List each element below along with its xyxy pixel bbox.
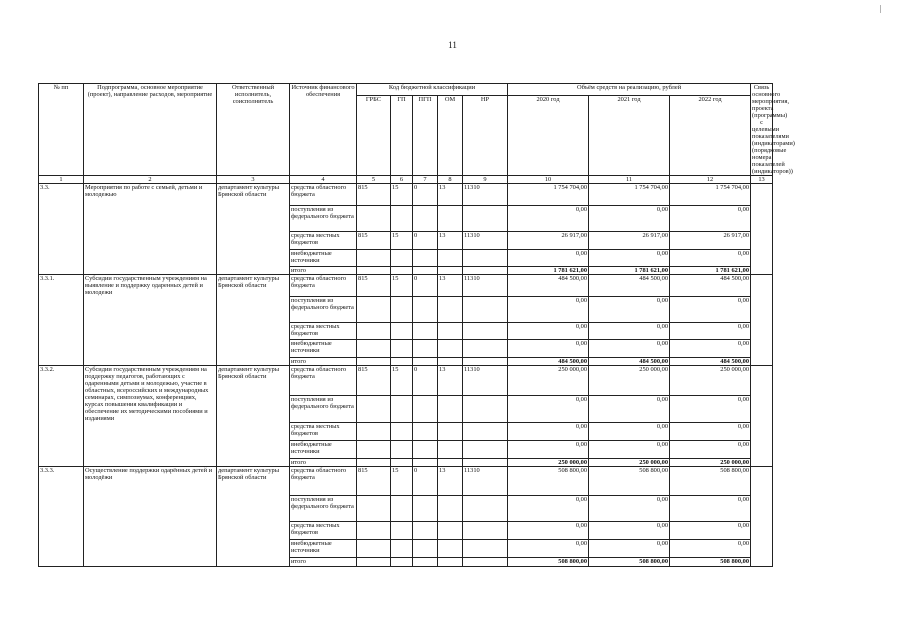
amount-2020: 0,00 [508,496,589,522]
budget-table [38,83,795,567]
item-responsible: департамент культуры Брянской области [217,184,290,275]
grbs-cell: 815 [357,232,391,250]
amount-2022: 0,00 [670,297,751,323]
amount-2022: 508 800,00 [670,558,751,567]
om-cell [438,540,463,558]
table-row [39,184,773,206]
gp-cell [391,267,413,275]
header-2021: 2021 год [589,96,670,176]
table-body [39,184,773,567]
om-cell: 13 [438,232,463,250]
amount-2021: 484 500,00 [589,275,670,297]
col-number: 4 [290,176,357,184]
amount-2020: 508 800,00 [508,558,589,567]
source-cell: внебюджетные источники [290,540,357,558]
item-responsible: департамент культуры Брянской области [217,467,290,567]
source-cell: внебюджетные источники [290,250,357,267]
header-program: Подпрограмма, основное мероприятие (проект), направление расходов, мероприятие [84,84,217,176]
pgp-cell [413,522,438,540]
column-number-row [39,176,773,184]
grbs-cell: 815 [357,467,391,496]
header-2020: 2020 год [508,96,589,176]
col-number: 3 [217,176,290,184]
om-cell [438,441,463,459]
pgp-cell: 0 [413,467,438,496]
nr-cell [463,441,508,459]
nr-cell: 11310 [463,275,508,297]
amount-2020: 26 917,00 [508,232,589,250]
source-cell: внебюджетные источники [290,441,357,459]
amount-2020: 0,00 [508,396,589,423]
grbs-cell [357,340,391,358]
pgp-cell [413,441,438,459]
grbs-cell [357,496,391,522]
om-cell [438,558,463,567]
gp-cell: 15 [391,275,413,297]
amount-2021: 0,00 [589,297,670,323]
source-cell: поступления из федерального бюджета [290,396,357,423]
amount-2021: 0,00 [589,423,670,441]
gp-cell [391,459,413,467]
source-cell: средства местных бюджетов [290,423,357,441]
grbs-cell [357,297,391,323]
gp-cell [391,496,413,522]
link-cell [751,366,773,467]
source-cell: средства местных бюджетов [290,323,357,340]
item-number: 3.3.1. [39,275,84,366]
pgp-cell [413,358,438,366]
amount-2021: 0,00 [589,540,670,558]
gp-cell [391,396,413,423]
source-cell: итого [290,358,357,366]
amount-2021: 508 800,00 [589,467,670,496]
amount-2020: 508 800,00 [508,467,589,496]
amount-2020: 484 500,00 [508,358,589,366]
amount-2020: 0,00 [508,297,589,323]
amount-2021: 1 754 704,00 [589,184,670,206]
table-row [39,275,773,297]
header-responsible: Ответственный исполнитель, соисполнитель [217,84,290,176]
amount-2022: 250 000,00 [670,459,751,467]
col-number: 6 [391,176,413,184]
source-cell: итого [290,459,357,467]
col-number: 2 [84,176,217,184]
amount-2020: 484 500,00 [508,275,589,297]
gp-cell [391,206,413,232]
amount-2020: 0,00 [508,250,589,267]
item-number: 3.3.3. [39,467,84,567]
table-row [39,366,773,396]
amount-2020: 0,00 [508,340,589,358]
pgp-cell [413,496,438,522]
om-cell [438,267,463,275]
grbs-cell [357,522,391,540]
col-number: 13 [751,176,773,184]
amount-2022: 0,00 [670,396,751,423]
amount-2022: 1 781 621,00 [670,267,751,275]
item-number: 3.3.2. [39,366,84,467]
source-cell: средства областного бюджета [290,366,357,396]
grbs-cell: 815 [357,366,391,396]
amount-2022: 0,00 [670,522,751,540]
item-number: 3.3. [39,184,84,275]
grbs-cell [357,423,391,441]
col-number: 5 [357,176,391,184]
amount-2022: 508 800,00 [670,467,751,496]
amount-2021: 0,00 [589,396,670,423]
gp-cell: 15 [391,467,413,496]
amount-2020: 0,00 [508,522,589,540]
pgp-cell: 0 [413,366,438,396]
grbs-cell: 815 [357,184,391,206]
om-cell [438,459,463,467]
pgp-cell [413,396,438,423]
nr-cell [463,558,508,567]
om-cell: 13 [438,275,463,297]
nr-cell [463,423,508,441]
om-cell: 13 [438,184,463,206]
grbs-cell [357,441,391,459]
pgp-cell [413,423,438,441]
nr-cell [463,323,508,340]
grbs-cell [357,540,391,558]
gp-cell [391,250,413,267]
grbs-cell [357,250,391,267]
col-number: 12 [670,176,751,184]
item-name: Субсидии государственным учреждениям на выявление и поддержку одаренных детей и молодежи [84,275,217,366]
nr-cell [463,250,508,267]
nr-cell [463,396,508,423]
source-cell: поступления из федерального бюджета [290,297,357,323]
grbs-cell [357,323,391,340]
amount-2020: 0,00 [508,540,589,558]
amount-2020: 1 754 704,00 [508,184,589,206]
om-cell [438,250,463,267]
link-cell [751,467,773,567]
source-cell: средства областного бюджета [290,467,357,496]
amount-2021: 484 500,00 [589,358,670,366]
gp-cell [391,441,413,459]
item-name: Мероприятия по работе с семьей, детьми и молодежью [84,184,217,275]
amount-2021: 0,00 [589,522,670,540]
source-cell: внебюджетные источники [290,340,357,358]
source-cell: средства местных бюджетов [290,232,357,250]
om-cell [438,340,463,358]
om-cell: 13 [438,366,463,396]
pgp-cell [413,250,438,267]
om-cell [438,297,463,323]
amount-2021: 250 000,00 [589,459,670,467]
header-nr: НР [463,96,508,176]
nr-cell [463,206,508,232]
gp-cell [391,558,413,567]
nr-cell [463,267,508,275]
amount-2022: 0,00 [670,423,751,441]
amount-2021: 0,00 [589,496,670,522]
col-number: 10 [508,176,589,184]
source-cell: средства местных бюджетов [290,522,357,540]
col-number: 11 [589,176,670,184]
amount-2022: 0,00 [670,340,751,358]
gp-cell: 15 [391,232,413,250]
nr-cell: 11310 [463,184,508,206]
om-cell [438,206,463,232]
gp-cell [391,340,413,358]
om-cell [438,496,463,522]
om-cell [438,522,463,540]
header-source: Источник финансового обеспечения [290,84,357,176]
amount-2021: 0,00 [589,323,670,340]
nr-cell: 11310 [463,232,508,250]
gp-cell: 15 [391,366,413,396]
om-cell [438,358,463,366]
pgp-cell [413,459,438,467]
source-cell: итого [290,267,357,275]
om-cell: 13 [438,467,463,496]
amount-2021: 0,00 [589,340,670,358]
amount-2022: 0,00 [670,323,751,340]
amount-2022: 26 917,00 [670,232,751,250]
header-om: ОМ [438,96,463,176]
pgp-cell [413,267,438,275]
header-link: Связь основного мероприятия, проекта (программы) с целевыми показателями (индикаторами) (порядковые номера показателей (индикаторов)) [752,84,795,175]
amount-2022: 0,00 [670,250,751,267]
gp-cell: 15 [391,184,413,206]
grbs-cell [357,206,391,232]
header-2022: 2022 год [670,96,751,176]
amount-2022: 0,00 [670,496,751,522]
grbs-cell [357,358,391,366]
pgp-cell [413,340,438,358]
pgp-cell [413,297,438,323]
gp-cell [391,522,413,540]
om-cell [438,423,463,441]
nr-cell [463,522,508,540]
amount-2022: 484 500,00 [670,275,751,297]
link-cell [751,184,773,275]
pgp-cell: 0 [413,275,438,297]
header-pgp: ПГП [413,96,438,176]
col-number: 7 [413,176,438,184]
nr-cell [463,496,508,522]
pgp-cell [413,540,438,558]
amount-2020: 250 000,00 [508,459,589,467]
amount-2020: 0,00 [508,441,589,459]
item-responsible: департамент культуры Брянской области [217,275,290,366]
amount-2020: 0,00 [508,206,589,232]
amount-2020: 0,00 [508,423,589,441]
gp-cell [391,540,413,558]
amount-2022: 484 500,00 [670,358,751,366]
source-cell: поступления из федерального бюджета [290,496,357,522]
source-cell: средства областного бюджета [290,275,357,297]
grbs-cell: 815 [357,275,391,297]
amount-2020: 1 781 621,00 [508,267,589,275]
amount-2022: 0,00 [670,540,751,558]
link-cell [751,275,773,366]
pgp-cell: 0 [413,184,438,206]
amount-2021: 0,00 [589,441,670,459]
grbs-cell [357,558,391,567]
pgp-cell [413,323,438,340]
nr-cell [463,340,508,358]
source-cell: средства областного бюджета [290,184,357,206]
amount-2021: 0,00 [589,250,670,267]
header-volume: Объём средств на реализацию, рублей [508,84,751,96]
nr-cell: 11310 [463,366,508,396]
pgp-cell [413,206,438,232]
grbs-cell [357,396,391,423]
pgp-cell [413,558,438,567]
pgp-cell: 0 [413,232,438,250]
amount-2021: 508 800,00 [589,558,670,567]
source-cell: поступления из федерального бюджета [290,206,357,232]
col-number: 1 [39,176,84,184]
amount-2021: 26 917,00 [589,232,670,250]
nr-cell [463,358,508,366]
gp-cell [391,423,413,441]
nr-cell: 11310 [463,467,508,496]
amount-2022: 0,00 [670,441,751,459]
om-cell [438,323,463,340]
header-budget-code: Код бюджетной классификации [357,84,508,96]
amount-2022: 1 754 704,00 [670,184,751,206]
gp-cell [391,297,413,323]
source-cell: итого [290,558,357,567]
header-grbs: ГРБС [357,96,391,176]
col-number: 8 [438,176,463,184]
amount-2022: 0,00 [670,206,751,232]
nr-cell [463,459,508,467]
gp-cell [391,358,413,366]
header-num: № пп [39,84,84,176]
amount-2021: 250 000,00 [589,366,670,396]
corner-mark: | [880,4,882,13]
item-responsible: департамент культуры Брянской области [217,366,290,467]
nr-cell [463,540,508,558]
gp-cell [391,323,413,340]
amount-2022: 250 000,00 [670,366,751,396]
amount-2020: 0,00 [508,323,589,340]
nr-cell [463,297,508,323]
amount-2020: 250 000,00 [508,366,589,396]
amount-2021: 0,00 [589,206,670,232]
amount-2021: 1 781 621,00 [589,267,670,275]
page-number: 11 [448,40,457,50]
item-name: Осуществление поддержки одарённых детей и молодёжи [84,467,217,567]
grbs-cell [357,459,391,467]
grbs-cell [357,267,391,275]
col-number: 9 [463,176,508,184]
header-gp: ГП [391,96,413,176]
om-cell [438,396,463,423]
item-name: Субсидии государственным учреждениям на поддержку педагогов, работающих с одаренными детьми и молодежью, участие в областных, всероссийских и международных семинарах, симпозиумах, конференциях, курсах повышения квалификации и обеспечение их методическими пособиями и изданиями [84,366,217,467]
table-row [39,467,773,496]
